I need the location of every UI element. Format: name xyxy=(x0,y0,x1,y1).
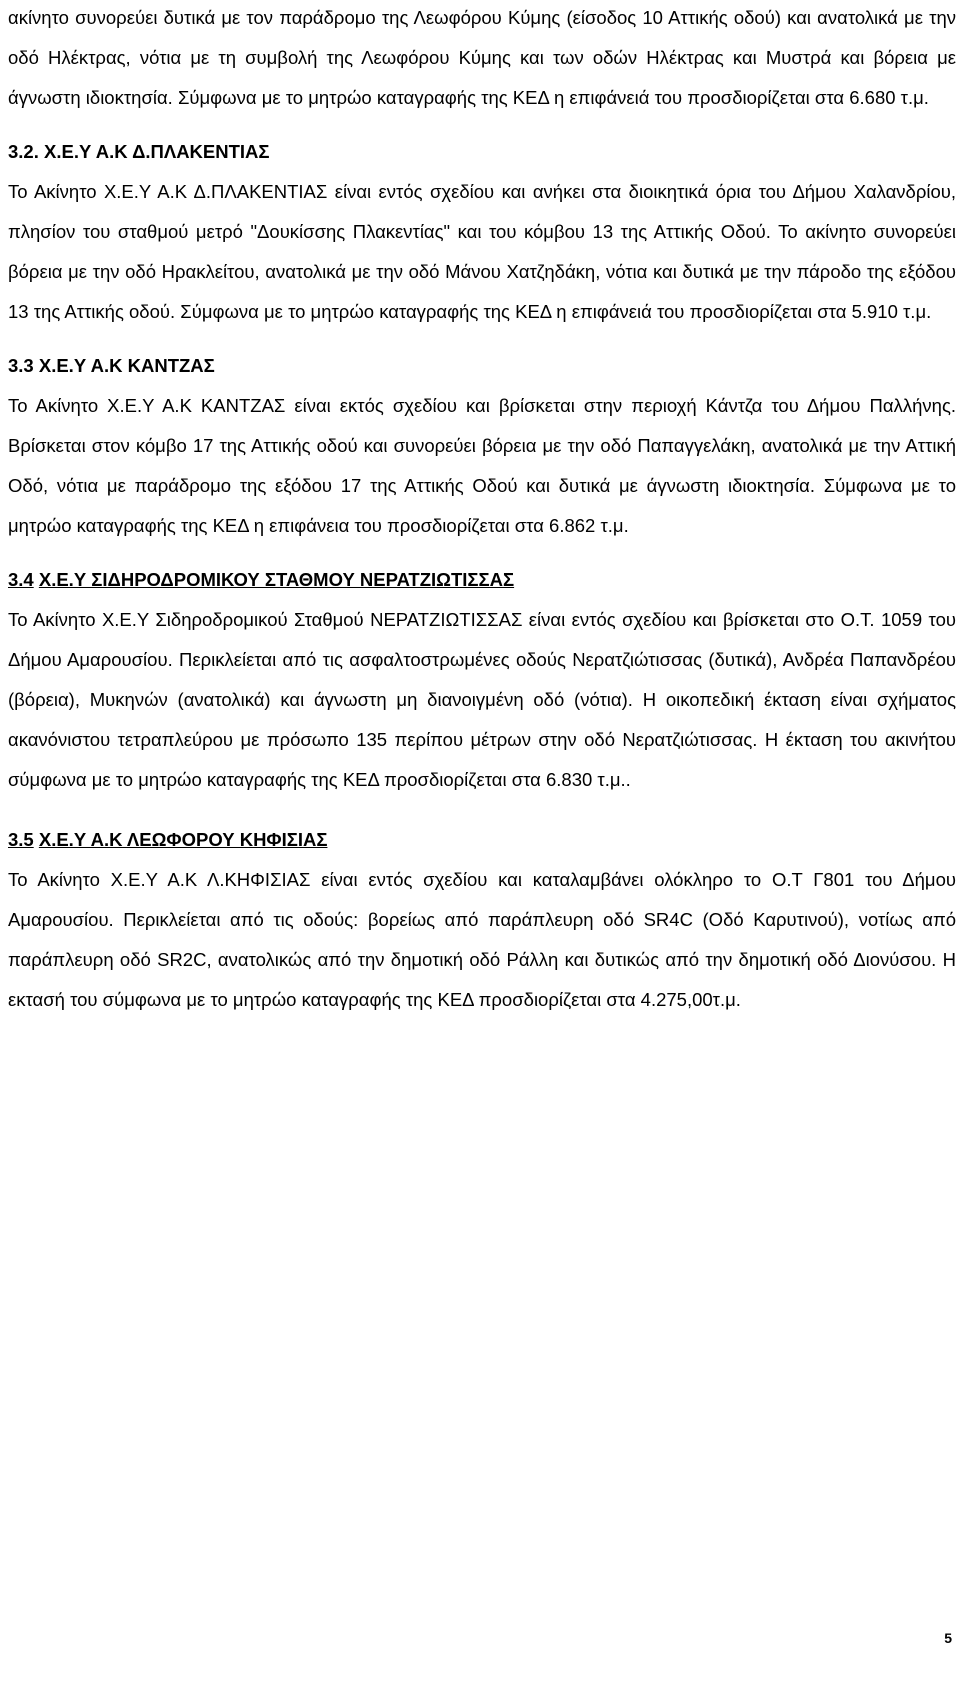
section-body-3-5: Το Ακίνητο Χ.Ε.Υ Α.Κ Λ.ΚΗΦΙΣΙΑΣ είναι εντός σχεδίου και καταλαμβάνει ολόκληρο το Ο.Τ Γ801 του Δήμου Αμαρουσίου. Περικλείεται από τις οδούς: βορείως από παράπλευρη οδό SR4C (Οδό Καρυτινού), νοτίως από παράπλευρη οδό SR2C, ανατολικώς από την δημοτική οδό Ράλλη και δυτικώς από την δημοτική οδό Διονύσου. Η εκτασή του σύμφωνα με το μητρώο καταγραφής της ΚΕΔ προσδιορίζεται στα 4.275,00τ.μ. xyxy=(8,869,956,1010)
section-heading-3-2 xyxy=(8,132,956,172)
section-body-3-4: Το Ακίνητο Χ.Ε.Υ Σιδηροδρομικού Σταθμού ΝΕΡΑΤΖΙΩΤΙΣΣΑΣ είναι εντός σχεδίου και βρίσκεται στο Ο.Τ. 1059 του Δήμου Αμαρουσίου. Περικλείεται από τις ασφαλτοστρωμένες οδούς Νερατζιώτισσας (δυτικά), Ανδρέα Παπανδρέου (βόρεια), Μυκηνών (ανατολικά) και άγνωστη μη διανοιγμένη οδό (νότια). Η οικοπεδική έκταση είναι σχήματος ακανόνιστου τετραπλεύρου με πρόσωπο 135 περίπου μέτρων στην οδό Νερατζιώτισσας. Η έκταση του ακινήτου σύμφωνα με το μητρώο καταγραφής της ΚΕΔ προσδιορίζεται στα 6.830 τ.μ.. xyxy=(8,609,956,790)
section-body-3-3: Το Ακίνητο Χ.Ε.Υ Α.Κ ΚΑΝΤΖΑΣ είναι εκτός σχεδίου και βρίσκεται στην περιοχή Κάντζα του Δήμου Παλλήνης. Βρίσκεται στον κόμβο 17 της Αττικής οδού και συνορεύει βόρεια με την οδό Παπαγγελάκη, ανατολικά με την Αττική Οδό, νότια με παράδρομο της εξόδου 17 της Αττικής Οδού και δυτικά με άγνωστη ιδιοκτησία. Σύμφωνα με το μητρώο καταγραφής της ΚΕΔ η επιφάνεια του προσδιορίζεται στα 6.862 τ.μ. xyxy=(8,395,956,536)
section-title: Χ.Ε.Υ Α.Κ ΚΑΝΤΖΑΣ xyxy=(38,355,215,376)
document-content xyxy=(8,0,956,1020)
section-heading-3-5 xyxy=(8,820,956,860)
section-title: Χ.Ε.Υ Α.Κ ΛΕΩΦΟΡΟΥ ΚΗΦΙΣΙΑΣ xyxy=(38,829,328,850)
section-number: 3.5 xyxy=(8,829,34,850)
section-number: 3.2. xyxy=(8,141,39,162)
page-number: 5 xyxy=(944,1630,952,1646)
section-body-3-2: Το Ακίνητο Χ.Ε.Υ Α.Κ Δ.ΠΛΑΚΕΝΤΙΑΣ είναι εντός σχεδίου και ανήκει στα διοικητικά όρια του Δήμου Χαλανδρίου, πλησίον του σταθμού μετρό "Δουκίσσης Πλακεντίας" και του κόμβου 13 της Αττικής Οδού. Το ακίνητο συνορεύει βόρεια με την οδό Ηρακλείτου, ανατολικά με την οδό Μάνου Χατζηδάκη, νότια και δυτικά με την πάροδο της εξόδου 13 της Αττικής οδού. Σύμφωνα με το μητρώο καταγραφής της ΚΕΔ η επιφάνειά του προσδιορίζεται στα 5.910 τ.μ. xyxy=(8,181,956,322)
section-number: 3.4 xyxy=(8,569,34,590)
section-number: 3.3 xyxy=(8,355,34,376)
section-heading-3-4 xyxy=(8,560,956,600)
section-title: Χ.Ε.Υ ΣΙΔΗΡΟΔΡΟΜΙΚΟΥ ΣΤΑΘΜΟΥ ΝΕΡΑΤΖΙΩΤΙΣΣΑΣ xyxy=(38,569,515,590)
intro-paragraph: ακίνητο συνορεύει δυτικά με τον παράδρομο της Λεωφόρου Κύμης (είσοδος 10 Αττικής οδού) και ανατολικά με την οδό Ηλέκτρας, νότια με τη συμβολή της Λεωφόρου Κύμης και των οδών Ηλέκτρας και Μυστρά και βόρεια με άγνωστη ιδιοκτησία. Σύμφωνα με το μητρώο καταγραφής της ΚΕΔ η επιφάνειά του προσδιορίζεται στα 6.680 τ.μ. xyxy=(8,7,956,108)
section-title: Χ.Ε.Υ Α.Κ Δ.ΠΛΑΚΕΝΤΙΑΣ xyxy=(44,141,270,162)
section-heading-3-3 xyxy=(8,346,956,386)
